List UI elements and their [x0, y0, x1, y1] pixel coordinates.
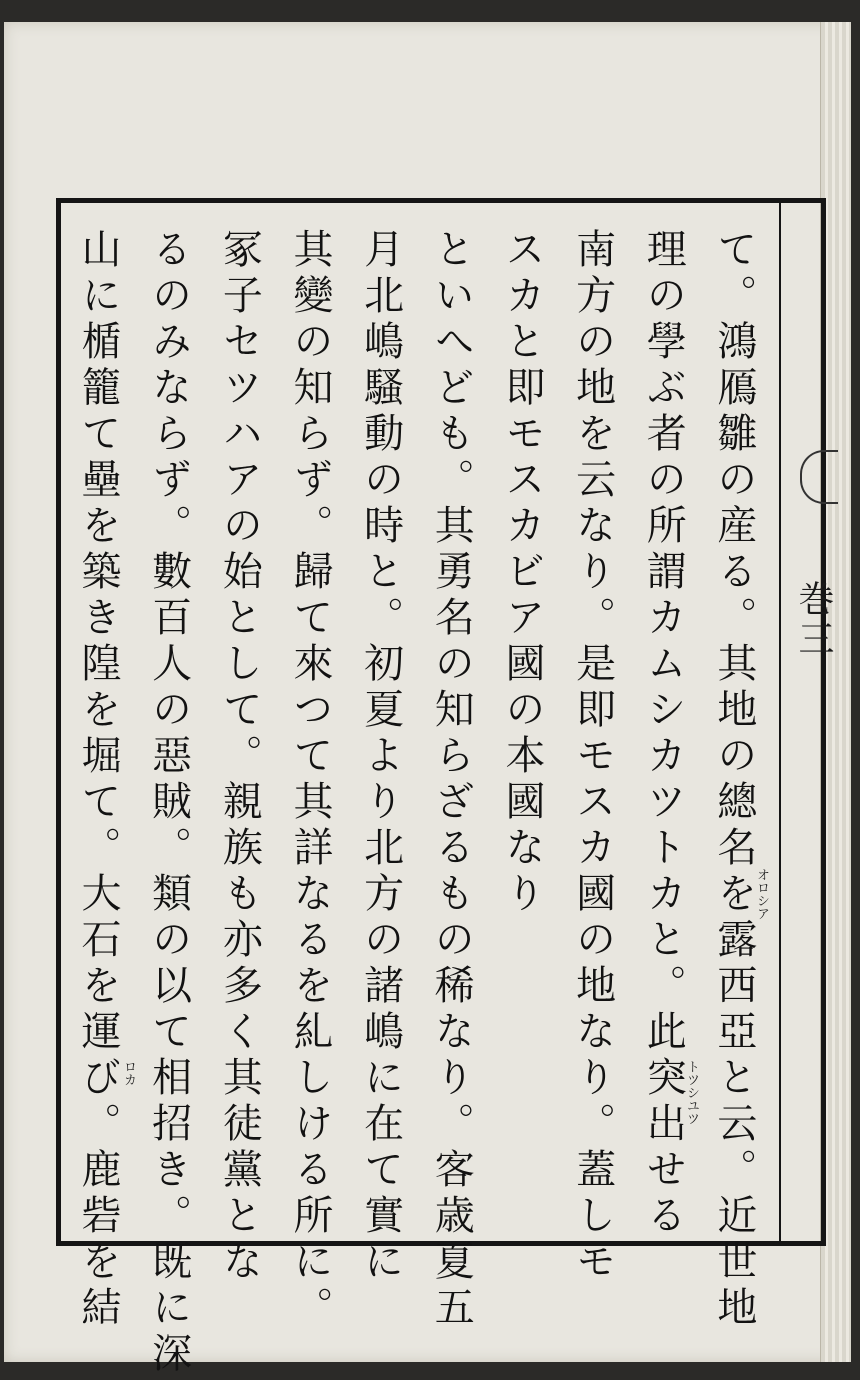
text-column-6: 月北嶋騷動の時と。初夏より北方の諸嶋に在て實に	[357, 228, 404, 1286]
text-column-1: て。鴻鴈雛の産る。其地の總名を露西亞と云。近世地	[710, 228, 757, 1332]
text-column-8: 冢子セツハアの始として。親族も亦多く其徒黨とな	[216, 228, 263, 1286]
text-column-4: スカと即モスカビア國の本國なり	[498, 228, 545, 918]
text-column-10: 山に楯籠て壘を築き隍を堀て。大石を運び。鹿砦を結	[75, 228, 121, 1332]
text-column-7: 其變の知らず。歸て來つて其詳なるを糺しける所に。	[286, 228, 333, 1332]
vertical-text-body	[66, 228, 769, 1378]
text-column-5: といへども。其勇名の知らざるもの稀なり。客歳夏五	[428, 228, 475, 1332]
text-column-9: るのみならず。數百人の惡賊。類の以て相招き。既に深	[145, 228, 192, 1378]
text-column-3: 南方の地を云なり。是即モスカ國の地なり。蓋しモ	[569, 228, 616, 1286]
ruby-annotation-totsushutsu: トツシユツ	[684, 1060, 699, 1125]
ruby-annotation-roka: ロカ	[121, 1060, 136, 1086]
ruby-annotation-oroshia: オロシア	[754, 868, 769, 920]
fold-mark-icon	[800, 450, 838, 504]
chapter-label: 巻三	[793, 580, 834, 660]
text-column-2: 理の學ぶ者の所謂カムシカツトカと。此突出せる	[640, 228, 687, 1240]
